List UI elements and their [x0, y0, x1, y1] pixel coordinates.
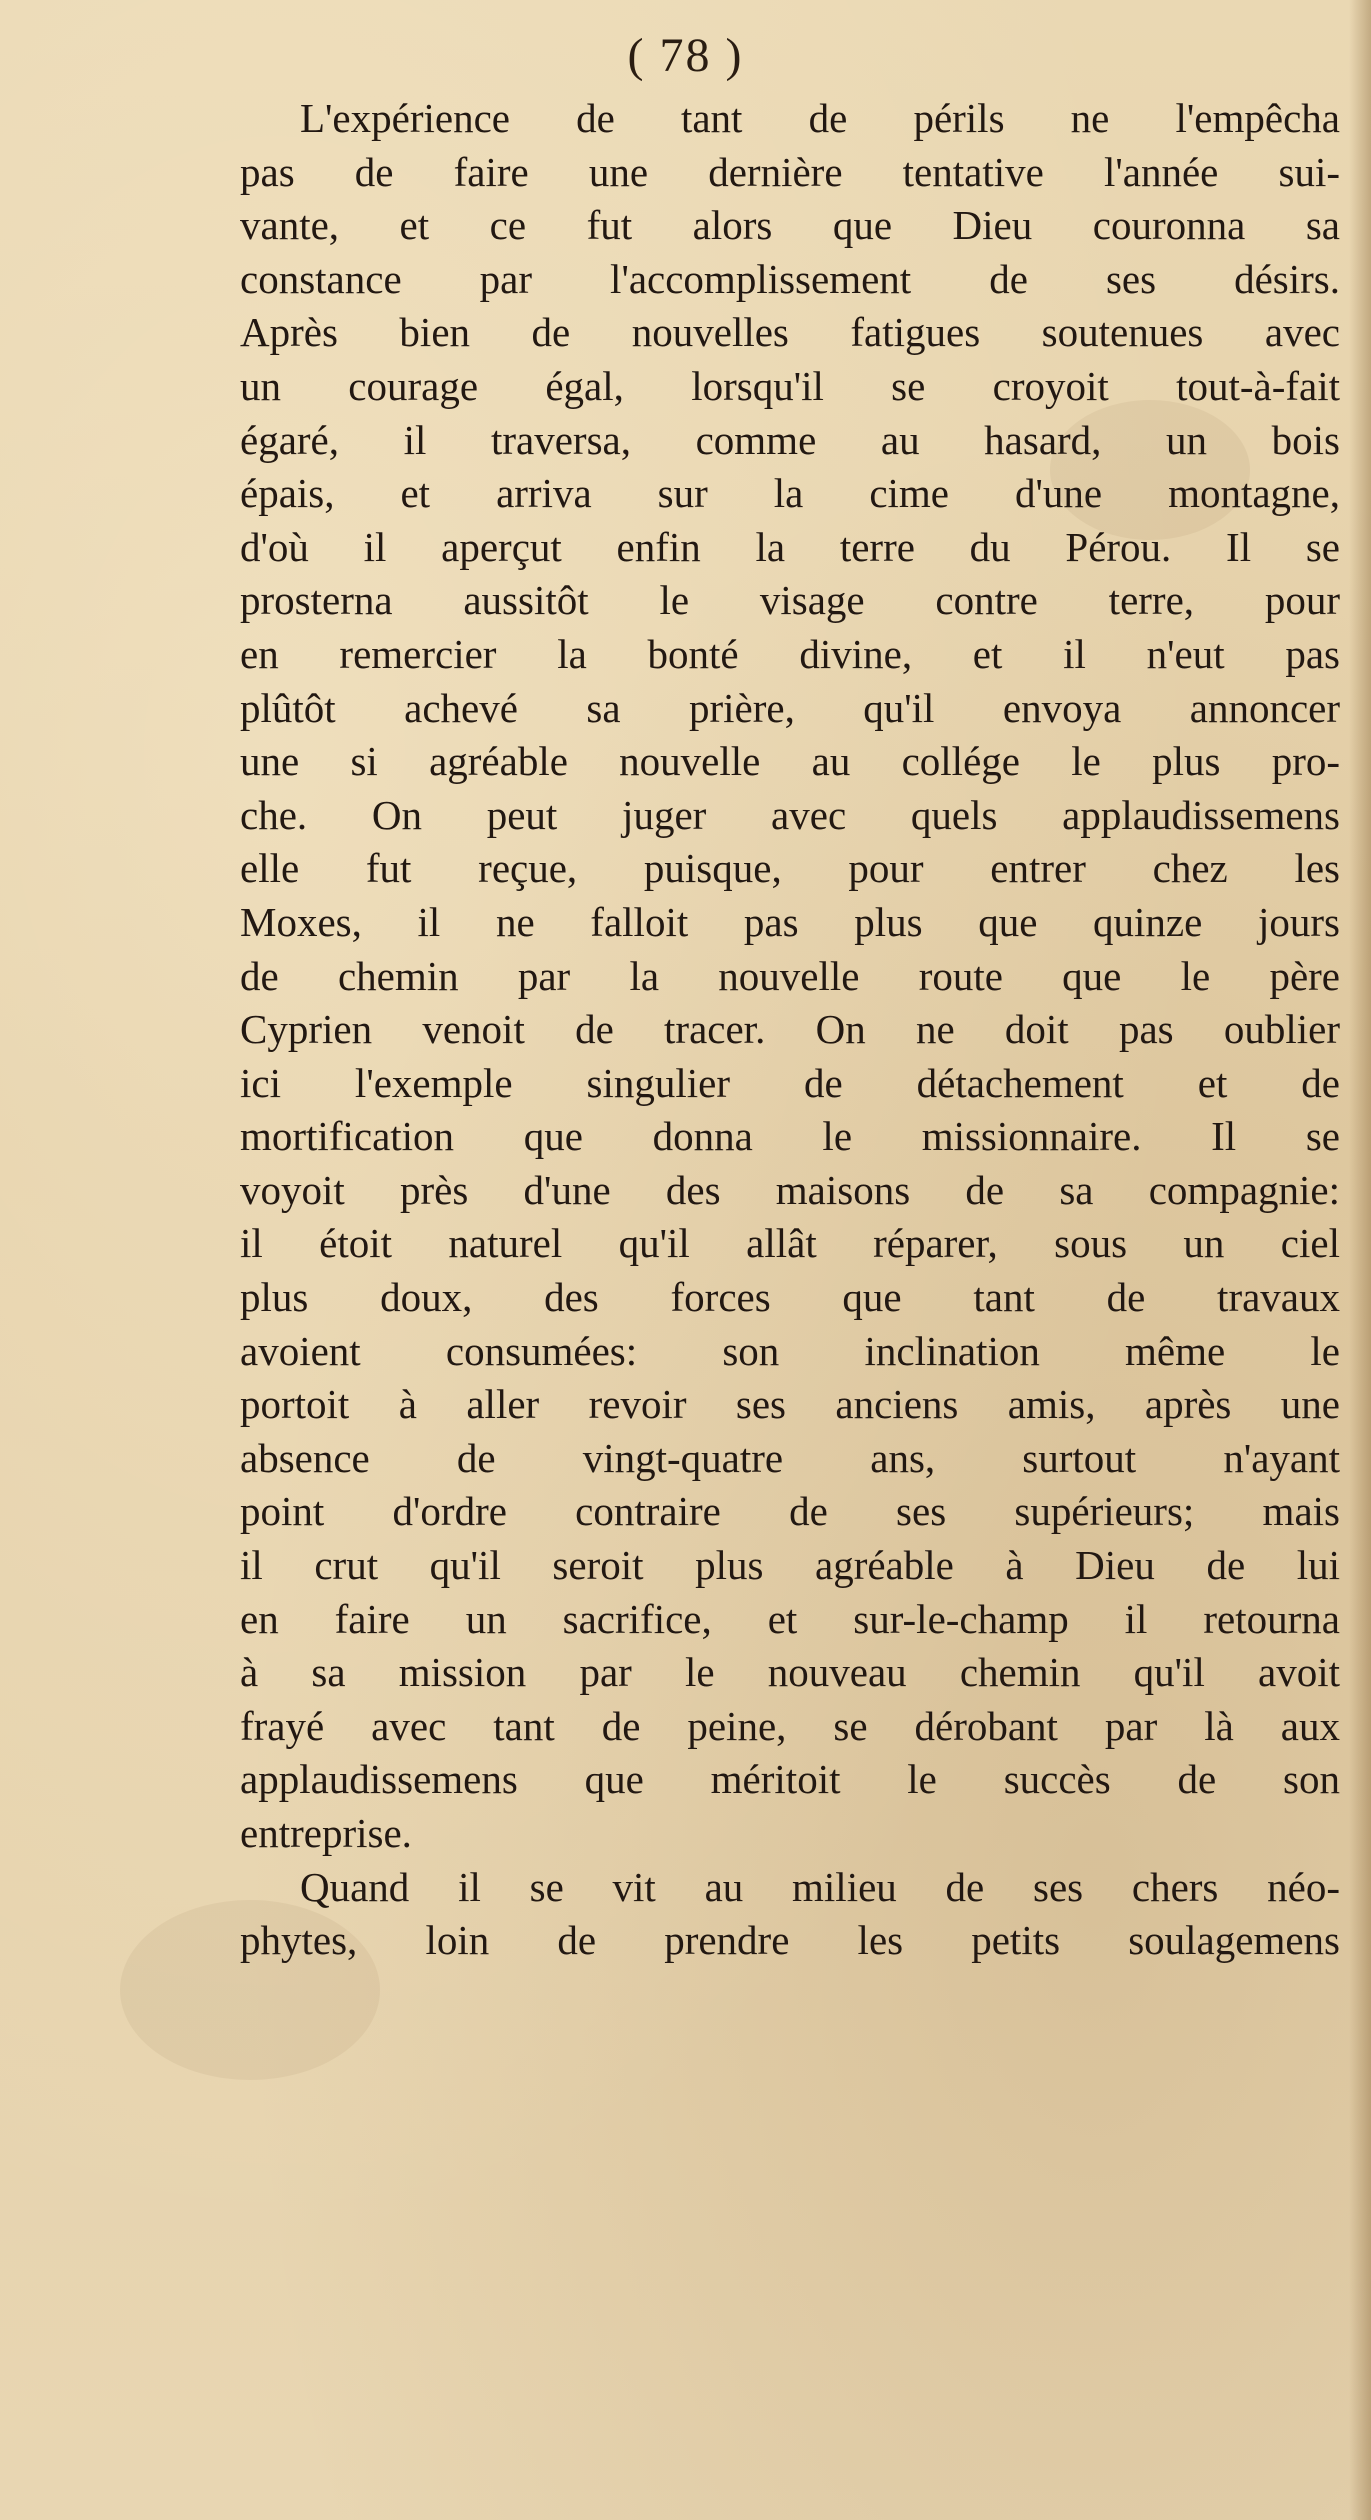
text-line: vante, et ce fut alors que Dieu couronna sa	[240, 202, 1340, 249]
text-line: mortification que donna le missionnaire. Il se	[240, 1113, 1340, 1160]
text-line: de chemin par la nouvelle route que le père	[240, 952, 1340, 999]
text-line: plûtôt achevé sa prière, qu'il envoya annoncer	[240, 684, 1340, 731]
text-line: Quand il se vit au milieu de ses chers néo-	[300, 1863, 1340, 1910]
text-line: frayé avec tant de peine, se dérobant par là aux	[240, 1702, 1340, 1749]
text-line: phytes, loin de prendre les petits soulagemens	[240, 1917, 1340, 1964]
paragraph-1	[240, 92, 1340, 1861]
text-line: Après bien de nouvelles fatigues soutenues avec	[240, 309, 1340, 356]
text-line: point d'ordre contraire de ses supérieurs; mais	[240, 1488, 1340, 1535]
text-line: il étoit naturel qu'il allât réparer, sous un ciel	[240, 1220, 1340, 1267]
page-edge-shadow	[1349, 0, 1371, 2520]
paragraph-2	[240, 1861, 1340, 1968]
text-line: voyoit près d'une des maisons de sa compagnie:	[240, 1166, 1340, 1213]
text-line: prosterna aussitôt le visage contre terre, pour	[240, 577, 1340, 624]
text-line: épais, et arriva sur la cime d'une montagne,	[240, 470, 1340, 517]
body-text	[240, 92, 1340, 1968]
text-line: en faire un sacrifice, et sur-le-champ il retourna	[240, 1595, 1340, 1642]
text-line: L'expérience de tant de périls ne l'empêcha	[300, 95, 1340, 141]
text-line: constance par l'accomplissement de ses désirs.	[240, 255, 1340, 302]
text-line: Cyprien venoit de tracer. On ne doit pas oublier	[240, 1006, 1340, 1053]
text-line: ici l'exemple singulier de détachement et de	[240, 1059, 1340, 1106]
text-line: égaré, il traversa, comme au hasard, un bois	[240, 416, 1340, 463]
text-line: applaudissemens que méritoit le succès de son	[240, 1756, 1340, 1803]
text-line: il crut qu'il seroit plus agréable à Dieu de lui	[240, 1542, 1340, 1589]
page-number: ( 78 )	[627, 29, 744, 82]
text-line: avoient consumées: son inclination même le	[240, 1327, 1340, 1374]
text-line: Moxes, il ne falloit pas plus que quinze jours	[240, 898, 1340, 945]
text-line: plus doux, des forces que tant de travaux	[240, 1274, 1340, 1321]
text-line: pas de faire une dernière tentative l'année sui-	[240, 148, 1340, 195]
text-line: absence de vingt-quatre ans, surtout n'ayant	[240, 1434, 1340, 1481]
text-line: elle fut reçue, puisque, pour entrer chez les	[240, 845, 1340, 892]
text-line: d'où il aperçut enfin la terre du Pérou. Il se	[240, 523, 1340, 570]
text-line: à sa mission par le nouveau chemin qu'il avoit	[240, 1649, 1340, 1696]
text-line: un courage égal, lorsqu'il se croyoit tout-à-fait	[240, 362, 1340, 409]
text-line: entreprise.	[240, 1810, 412, 1856]
text-line: portoit à aller revoir ses anciens amis, après une	[240, 1381, 1340, 1428]
text-line: une si agréable nouvelle au collége le plus pro-	[240, 738, 1340, 785]
text-line: en remercier la bonté divine, et il n'eut pas	[240, 630, 1340, 677]
text-line: che. On peut juger avec quels applaudissemens	[240, 791, 1340, 838]
